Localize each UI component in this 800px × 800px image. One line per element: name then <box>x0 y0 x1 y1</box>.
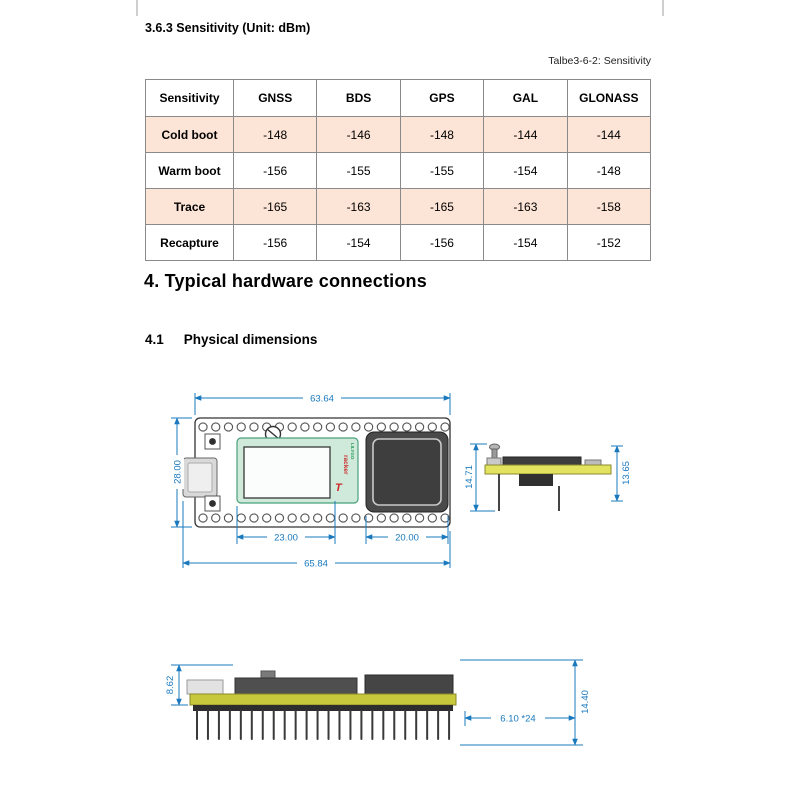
model-t-logo: T <box>335 482 342 494</box>
dim-height-left: 28.00 <box>172 460 184 484</box>
page-edge-right <box>662 0 664 16</box>
cell-value: -144 <box>567 117 650 153</box>
row-label: Recapture <box>146 225 234 261</box>
cell-value: -146 <box>317 117 400 153</box>
heading-physical-dimensions <box>145 332 317 347</box>
pcb-side <box>485 465 611 474</box>
display-side <box>503 457 581 465</box>
shield-profile <box>365 675 453 694</box>
row-label: Cold boot <box>146 117 234 153</box>
dim-side-height-left: 14.71 <box>464 465 475 489</box>
cell-value: -158 <box>567 189 650 225</box>
display-module <box>237 438 358 503</box>
cell-value: -165 <box>234 189 317 225</box>
table-row-trace <box>146 189 651 225</box>
table-header-row <box>146 80 651 117</box>
board-side-view <box>485 444 611 511</box>
usb-side <box>487 458 501 465</box>
table-caption: Talbe3-6-2: Sensitivity <box>548 55 651 67</box>
dim-width-top: 63.64 <box>310 393 334 405</box>
table-row-recapture <box>146 225 651 261</box>
shield-module <box>366 432 448 512</box>
dim-display-width: 23.00 <box>274 532 298 544</box>
cell-value: -156 <box>234 153 317 189</box>
display-profile <box>235 678 357 694</box>
col-header-glonass: GLONASS <box>567 80 650 117</box>
cell-value: -144 <box>484 117 567 153</box>
heading-text: Physical dimensions <box>183 332 318 347</box>
cell-value: -154 <box>317 225 400 261</box>
row-label: Trace <box>146 189 234 225</box>
cell-value: -163 <box>484 189 567 225</box>
section-heading-sensitivity: 3.6.3 Sensitivity (Unit: dBm) <box>145 21 311 35</box>
model-tracker-label: racker <box>342 455 349 475</box>
mount-pad-top <box>205 434 220 449</box>
usb-connector <box>183 458 217 497</box>
table-row-warm-boot <box>146 153 651 189</box>
page-edge-left <box>136 0 138 16</box>
col-header-gal: GAL <box>484 80 567 117</box>
cell-value: -148 <box>400 117 483 153</box>
component-side <box>585 460 601 465</box>
mount-pad-bottom <box>205 496 220 511</box>
cell-value: -148 <box>234 117 317 153</box>
board-profile-view <box>187 671 456 739</box>
heading-number: 4.1 <box>145 332 164 347</box>
cell-value: -156 <box>400 225 483 261</box>
dimension-drawing-profile <box>163 643 643 755</box>
sensitivity-table <box>145 79 651 261</box>
cell-value: -155 <box>317 153 400 189</box>
header-strip <box>193 705 453 711</box>
dimension-drawing-top-and-side <box>163 385 643 590</box>
dim-total-height: 14.40 <box>580 690 591 714</box>
dim-side-height-right: 13.65 <box>621 461 632 485</box>
connector-side <box>519 474 553 486</box>
header-pins <box>197 711 449 739</box>
cell-value: -156 <box>234 225 317 261</box>
cell-value: -152 <box>567 225 650 261</box>
cell-value: -154 <box>484 153 567 189</box>
dim-component-height: 8.62 <box>165 675 176 695</box>
cell-value: -155 <box>400 153 483 189</box>
dim-pin-pitch: 6.10 *24 <box>500 713 536 725</box>
col-header-gps: GPS <box>400 80 483 117</box>
row-label: Warm boot <box>146 153 234 189</box>
brand-lilygo-label: LILYGO <box>350 443 355 460</box>
cell-value: -154 <box>484 225 567 261</box>
pcb-profile <box>190 694 456 705</box>
usb-profile <box>187 680 223 694</box>
cell-value: -165 <box>400 189 483 225</box>
heading-hardware-connections: 4. Typical hardware connections <box>144 271 427 291</box>
cell-value: -163 <box>317 189 400 225</box>
display-window <box>244 447 330 498</box>
dim-width-bottom: 65.84 <box>304 558 328 570</box>
cell-value: -148 <box>567 153 650 189</box>
table-row-cold-boot <box>146 117 651 153</box>
col-header-bds: BDS <box>317 80 400 117</box>
col-header-gnss: GNSS <box>234 80 317 117</box>
dim-shield-width: 20.00 <box>395 532 419 544</box>
col-header-sensitivity: Sensitivity <box>146 80 234 117</box>
component-nub <box>261 671 275 678</box>
board-top-view <box>183 418 450 527</box>
